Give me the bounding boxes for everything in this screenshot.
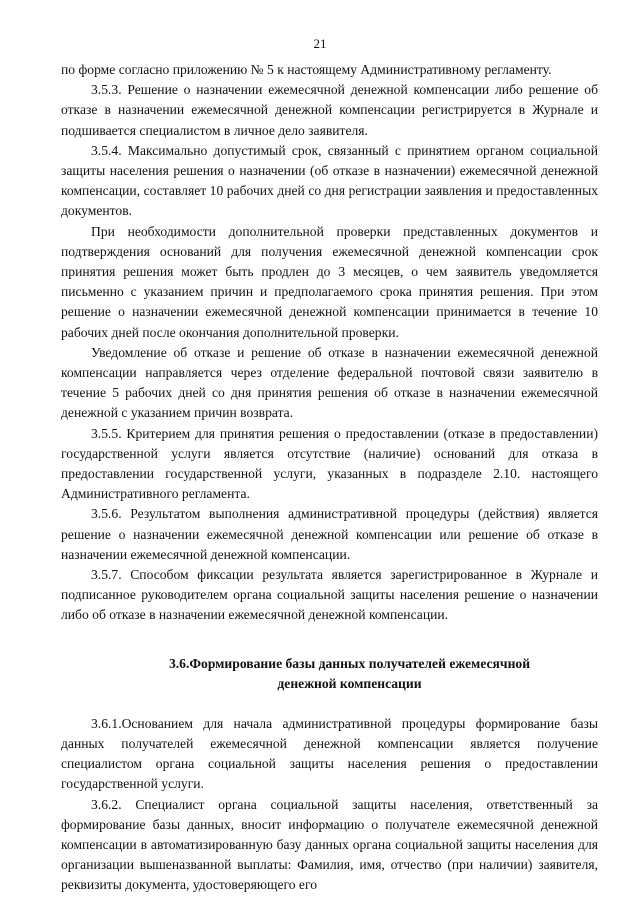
paragraph-continuation: по форме согласно приложению № 5 к настоящему Административному регламенту. — [61, 62, 552, 77]
paragraph-3-5-6: 3.5.6. Результатом выполнения административной процедуры (действия) является решение о назначении ежемесячной денежной компенсации или решение об отказе в назначении ежемесячной денежной компенсации. — [61, 506, 598, 562]
paragraph-refusal-notice: Уведомление об отказе и решение об отказе в назначении ежемесячной денежной компенсации направляется через отделение федеральной почтовой связи заявителю в течение 5 рабочих дней со дня принятия решения об отказе в назначении ежемесячной денежной с указанием причин возврата. — [61, 344, 598, 421]
section-heading-line-1: 3.6.Формирование базы данных получателей ежемесячной — [168, 655, 531, 671]
page-number: 21 — [313, 36, 327, 51]
paragraph-extension: При необходимости дополнительной проверки представленных документов и подтверждения оснований для получения ежемесячной денежной компенсации срок принятия решения может быть продлен до 3 месяцев, о чем заявитель уведомляется письменно с указанием причин и предполагаемого срока принятия решения. При этом решение о назначении ежемесячной денежной компенсации принимается в течение 10 рабочих дней после окончания дополнительной проверки. — [61, 223, 598, 340]
paragraph-3-5-3: 3.5.3. Решение о назначении ежемесячной денежной компенсации либо решение об отказе в назначении ежемесячной денежной компенсации регистрируется в Журнале и подшивается специалистом в личное дело заявителя. — [61, 82, 598, 138]
document-body — [61, 60, 598, 896]
paragraph-3-6-2: 3.6.2. Специалист органа социальной защиты населения, ответственный за формирование базы данных, вносит информацию о получателе ежемесячной денежной компенсации в автоматизированную базу данных органа социальной защиты населения для организации вышеназванной выплаты: Фамилия, имя, отчество (при наличии) заявителя, реквизиты документа, удостоверяющего его — [61, 796, 598, 893]
section-heading-line-2: денежной компенсации — [277, 675, 422, 691]
paragraph-3-5-5: 3.5.5. Критерием для принятия решения о предоставлении (отказе в предоставлении) государственной услуги является отсутствие (наличие) оснований для отказа в предоставлении государственной услуги, указанных в подразделе 2.10. настоящего Административного регламента. — [61, 425, 598, 502]
section-heading-3-6 — [61, 654, 598, 694]
paragraph-3-6-1: 3.6.1.Основанием для начала административной процедуры формирование базы данных получателей ежемесячной денежной компенсации является получение специалистом органа социальной защиты населения решения о предоставлении государственной услуги. — [61, 715, 598, 792]
paragraph-3-5-7: 3.5.7. Способом фиксации результата является зарегистрированное в Журнале и подписанное руководителем органа социальной защиты населения решение о назначении либо об отказе в назначении ежемесячной денежной компенсации. — [61, 567, 598, 623]
paragraph-3-5-4: 3.5.4. Максимально допустимый срок, связанный с принятием органом социальной защиты населения решения о назначении (об отказе в назначении) ежемесячной денежной компенсации, составляет 10 рабочих дней со дня регистрации заявления и предоставленных документов. — [61, 142, 598, 219]
